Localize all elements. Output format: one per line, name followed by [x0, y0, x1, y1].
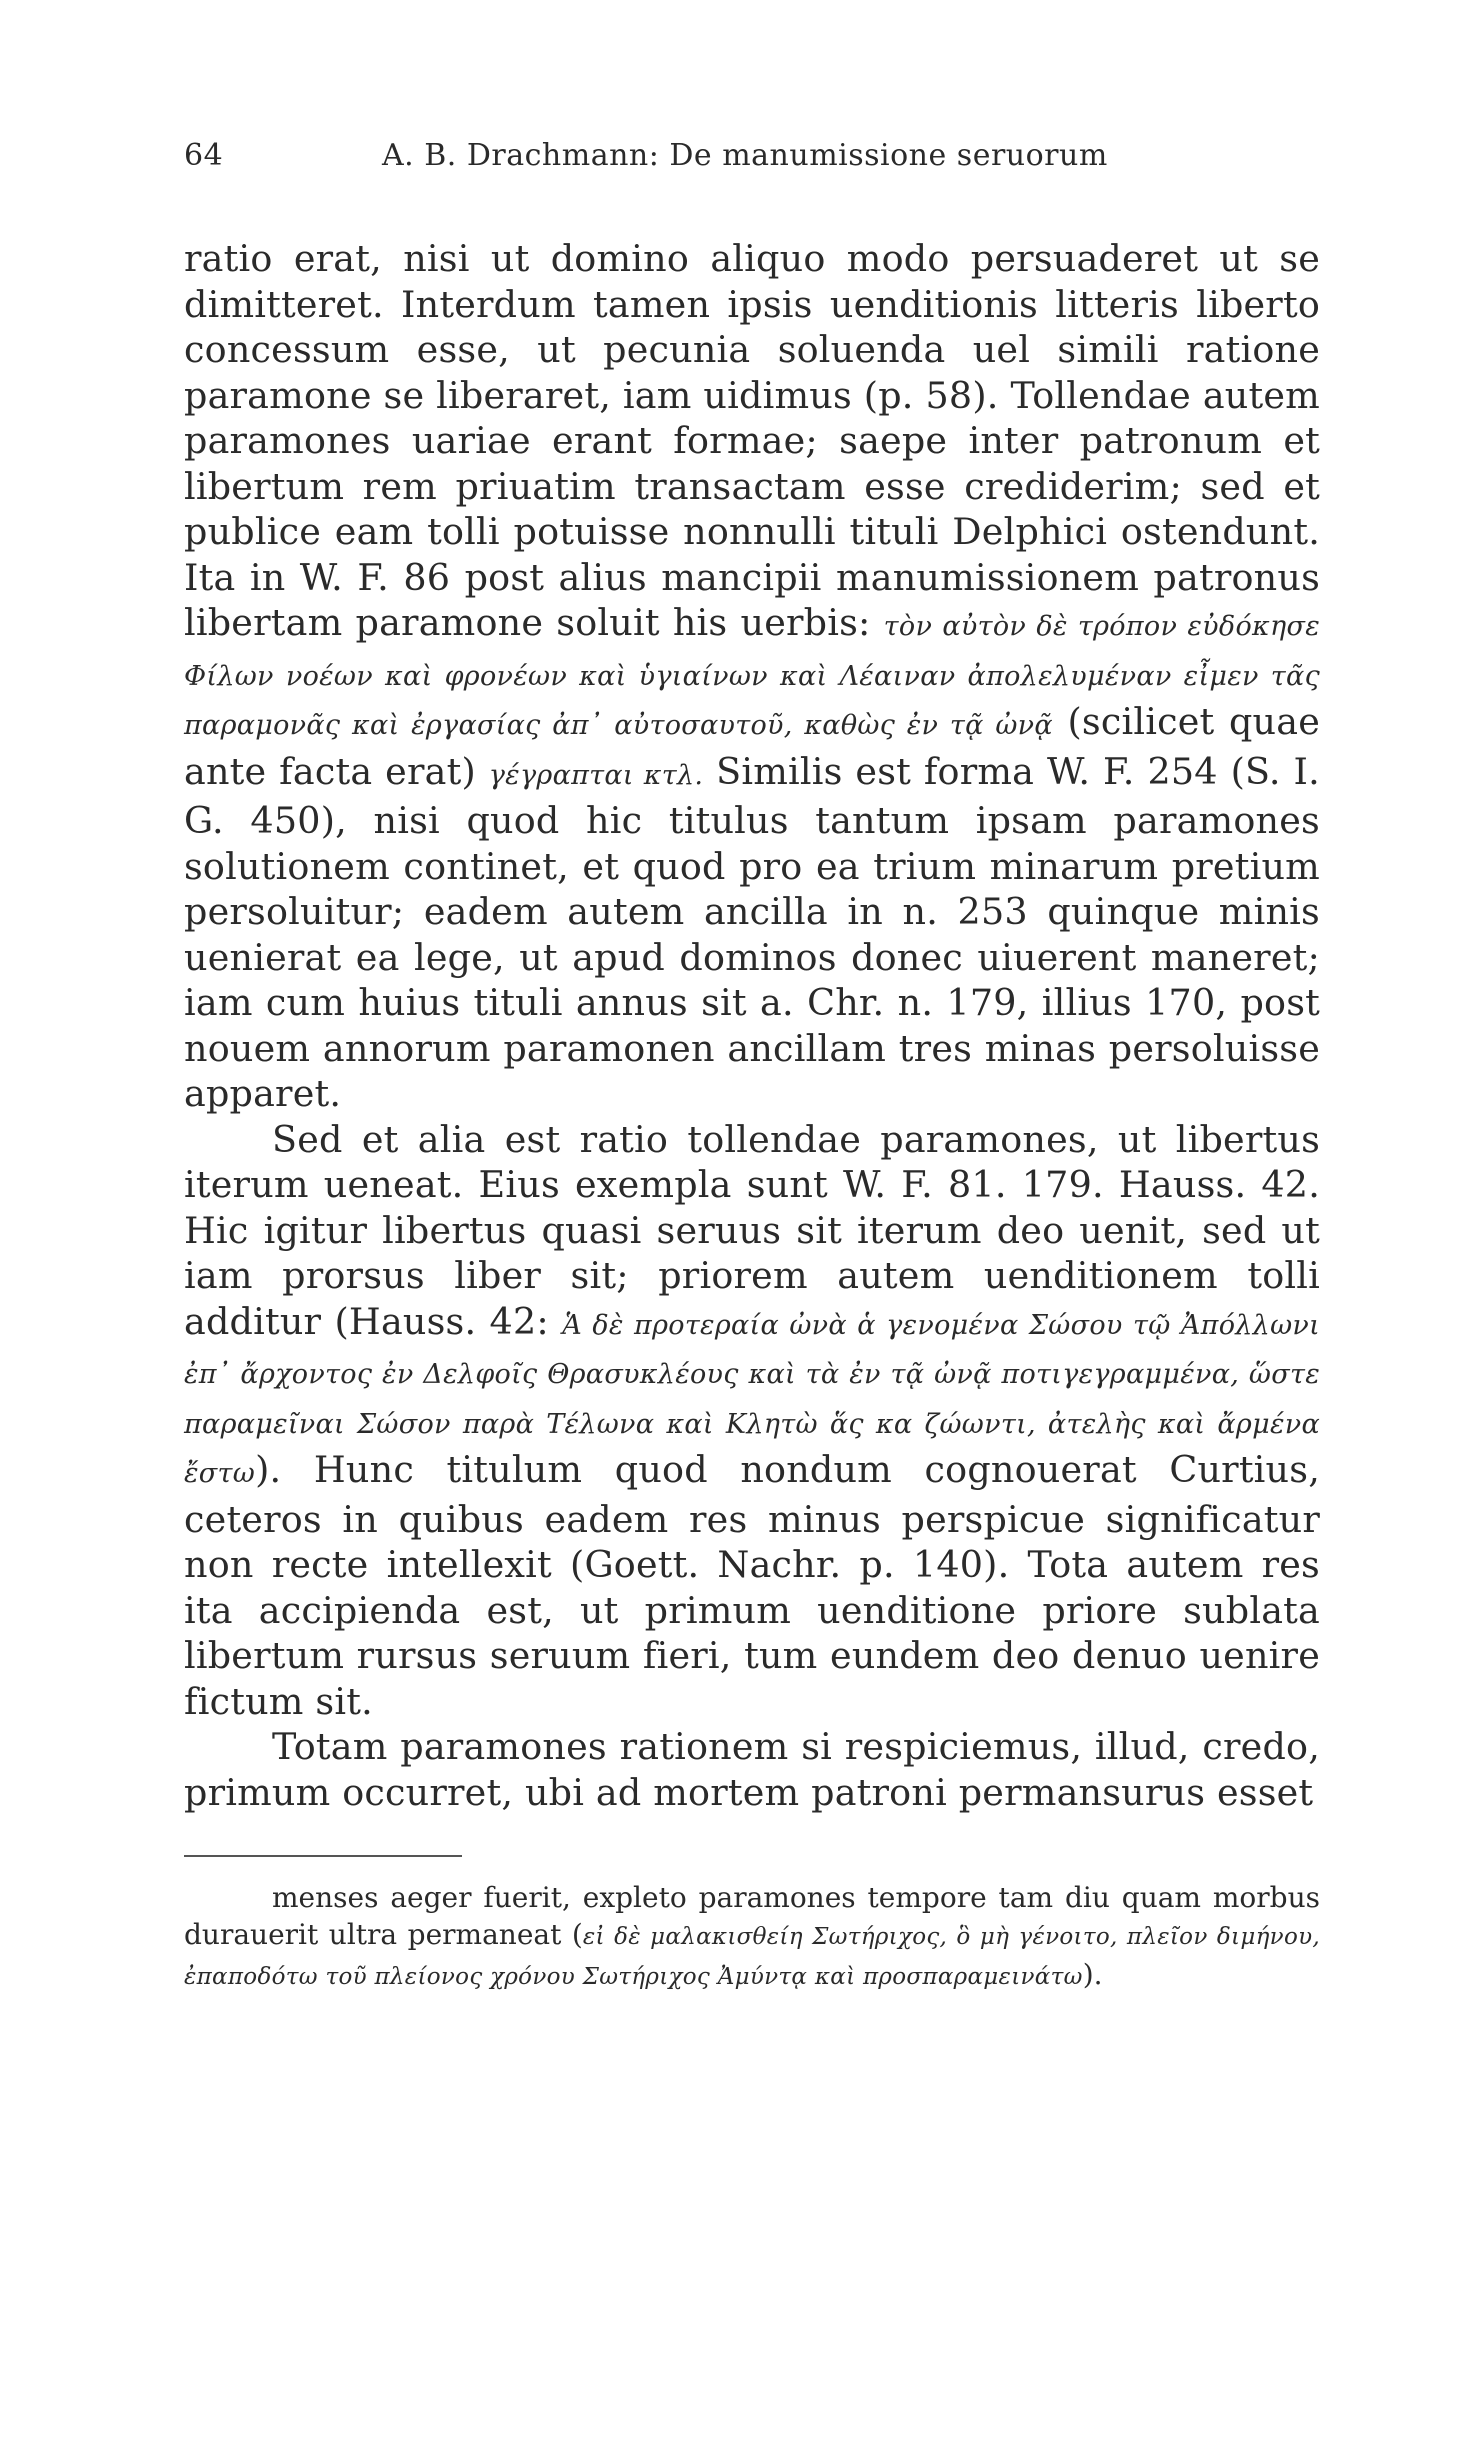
- paragraph-2-text-b: ). Hunc titulum quod nondum cognouerat Curtius, ceteros in quibus eadem res minus perspicue significatur non recte intellexit (Goett. Nachr. p. 140). Tota autem res ita accipienda est, ut primum uenditione priore sublata libertum rursus seruum fieri, tum eundem deo denuo uenire fictum sit.: [184, 1448, 1320, 1723]
- footnote-divider: [184, 1855, 462, 1857]
- main-text: [184, 236, 1320, 1815]
- running-title: A. B. Drachmann: De manumissione seruorum: [382, 138, 1108, 173]
- paragraph-2-text-a: Sed et alia est ratio tollendae paramones, ut libertus iterum ueneat. Eius exempla sunt W. F. 81. 179. Hauss. 42. Hic igitur libertus quasi seruus sit iterum deo uenit, sed ut iam prorsus liber sit; priorem autem uenditionem tolli additur (Hauss. 42:: [184, 1117, 1320, 1343]
- footnote-text-a: menses aeger fuerit, expleto paramones tempore tam diu quam morbus durauerit ultra permaneat (: [184, 1881, 1320, 1951]
- paragraph-1-text-c: Similis est forma W. F. 254 (S. I. G. 450), nisi quod hic titulus tantum ipsam paramones solutionem continet, et quod pro ea trium minarum pretium persoluitur; eadem autem ancilla in n. 253 quinque minis uenierat ea lege, ut apud dominos donec uiuerent maneret; iam cum huius tituli annus sit a. Chr. n. 179, illius 170, post nouem annorum paramonen ancillam tres minas persoluisse apparet.: [184, 749, 1320, 1115]
- paragraph-2-greek-quote: Ἁ δὲ προτεραία ὠνὰ ἁ γενομένα Σώσου τῷ Ἀπόλλωνι ἐπ᾽ ἄρχοντος ἐν Δελφοῖς Θρασυκλέους καὶ τὰ ἐν τᾷ ὠνᾷ ποτιγεγραμμένα, ὥστε παραμεῖναι Σώσον παρὰ Τέλωνα καὶ Κλητὼ ἅς κα ζώωντι, ἀτελὴς καὶ ἄρμένα ἔστω: [184, 1309, 1321, 1489]
- footnote-text-b: ).: [1082, 1958, 1103, 1991]
- paragraph-1-greek-quote-a: τὸν αὐτὸν δὲ τρόπον εὐδόκησε Φίλων νοέων καὶ φρονέων καὶ ὑγιαίνων καὶ Λέαιναν ἀπολελυμέναν εἶμεν τᾶς παραμονᾶς καὶ ἐργασίας ἀπ᾽ αὐτοσαυτοῦ, καθὼς ἐν τᾷ ὠνᾷ: [184, 611, 1320, 741]
- page-header: [184, 138, 1320, 178]
- paragraph-1-greek-quote-b: γέγραπται κτλ.: [488, 759, 704, 791]
- paragraph-2: [184, 1117, 1320, 1725]
- page-number: 64: [184, 138, 224, 173]
- paragraph-1: [184, 236, 1320, 1117]
- paragraph-3-text: Totam paramones rationem si respiciemus, illud, credo, primum occurret, ubi ad mortem patroni permansurus esset: [184, 1725, 1320, 1814]
- footnote: [184, 1879, 1320, 1996]
- paragraph-1-text-b: (scilicet quae ante facta erat): [184, 700, 1320, 793]
- paragraph-3: [184, 1724, 1320, 1815]
- paragraph-1-text-a: ratio erat, nisi ut domino aliquo modo persuaderet ut se dimitteret. Interdum tamen ipsis uenditionis litteris liberto concessum esse, ut pecunia soluenda uel simili ratione paramone se liberaret, iam uidimus (p. 58). Tollendae autem paramones uariae erant formae; saepe inter patronum et libertum rem priuatim transactam esse crediderim; sed et publice eam tolli potuisse nonnulli tituli Delphici ostendunt. Ita in W. F. 86 post alius mancipii manumissionem patronus libertam paramone soluit his uerbis:: [184, 237, 1320, 644]
- footnote-greek-quote: εἰ δὲ μαλακισθείη Σωτήριχος, ὃ μὴ γένοιτο, πλεῖον διμήνου, ἐπαποδότω τοῦ πλείονος χρόνου Σωτήριχος Ἀμύντᾳ καὶ προσπαραμεινάτω: [184, 1924, 1320, 1990]
- document-page: [184, 138, 1320, 1996]
